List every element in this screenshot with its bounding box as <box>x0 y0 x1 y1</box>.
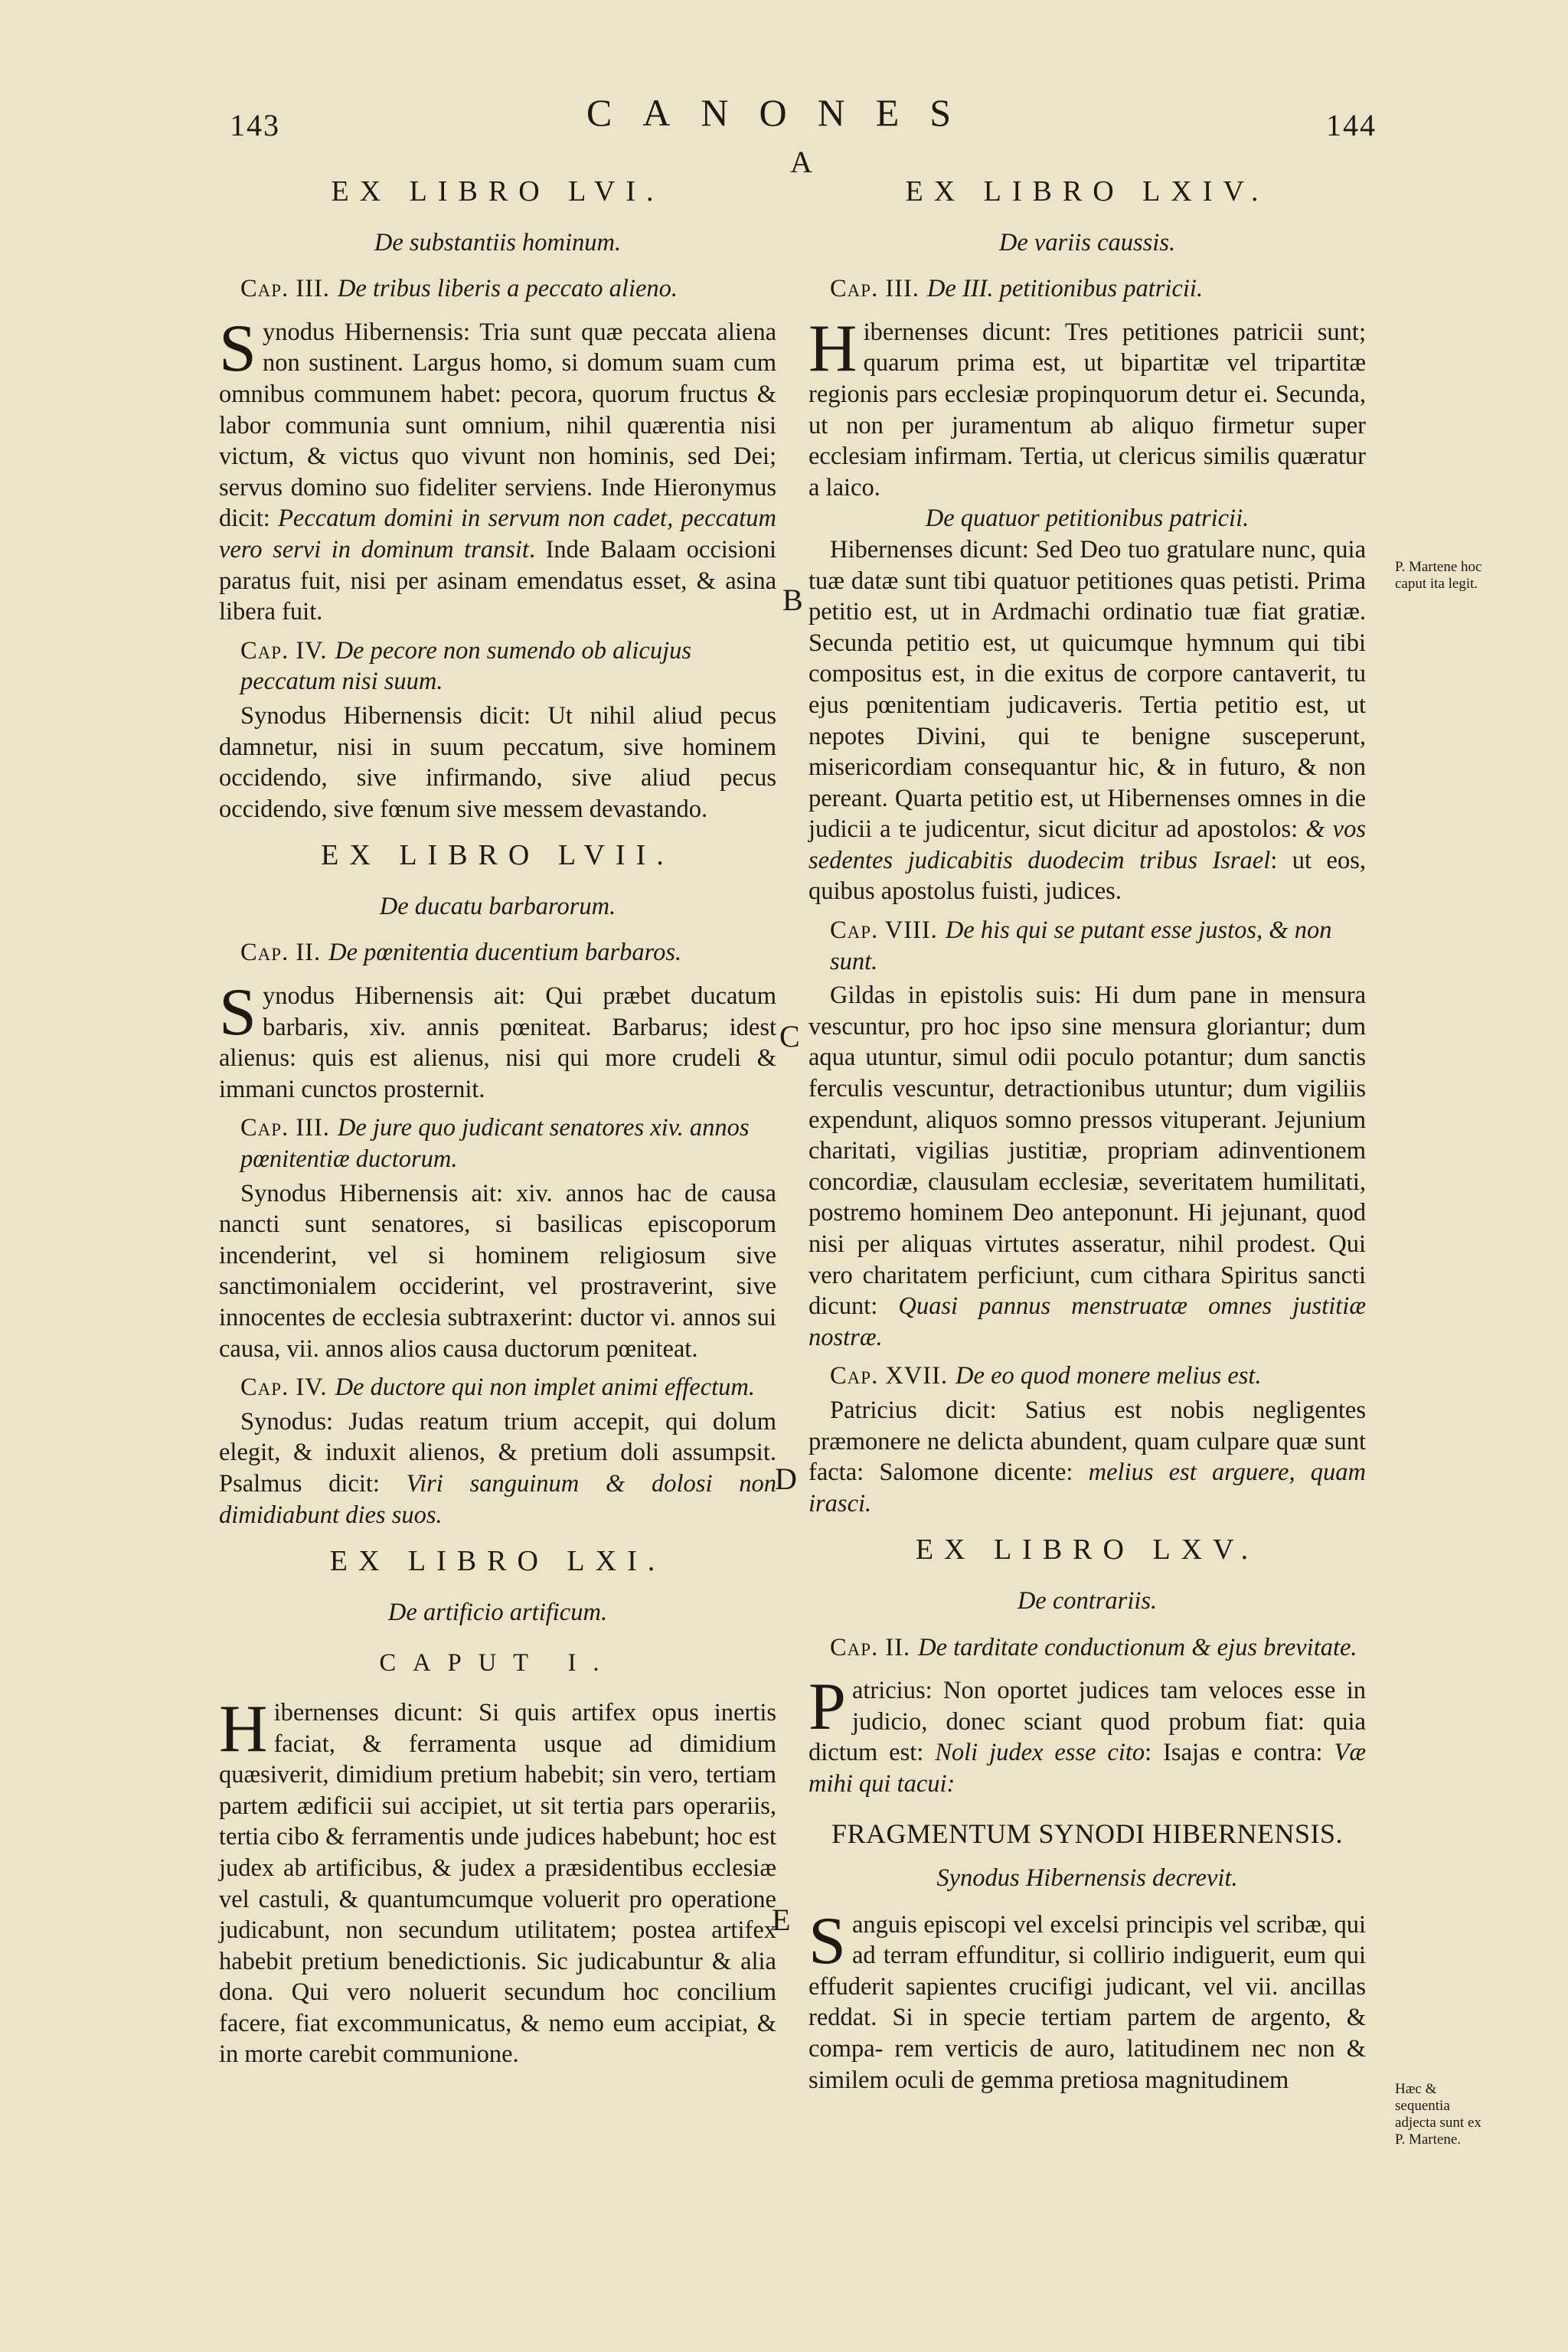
running-title: CANONES <box>586 91 982 134</box>
chapter-heading <box>808 1361 1366 1392</box>
paragraph: Patricius dicit: Satius est nobis negligentes præmonere ne delicta abundent, quam culpare quæ sunt facta: Salomone dicente: melius est arguere, quam irasci. <box>808 1396 1366 1517</box>
chapter-number: Cap. III. <box>830 275 920 303</box>
chapter-number: Cap. IV. <box>240 1374 328 1402</box>
chapter-title: De pecore non sumendo ob alicujus peccatum nisi suum. <box>240 636 692 696</box>
right-column <box>808 161 1366 2096</box>
chapter-title: De ductore qui non implet animi effectum. <box>335 1374 756 1402</box>
section-marker-a: A <box>790 145 812 179</box>
section-subtitle: De quatuor petitionibus patricii. <box>925 505 1250 533</box>
chapter-heading <box>219 1372 776 1403</box>
caput-heading: CAPUT I. <box>379 1649 616 1677</box>
chapter-title: De jure quo judicant senatores xiv. annos pœnitentiæ ductorum. <box>240 1114 750 1174</box>
book-subtitle: De variis caussis. <box>998 228 1176 256</box>
book-heading: EX LIBRO LVI. <box>331 175 665 207</box>
chapter-heading <box>219 937 776 969</box>
book-heading: EX LIBRO LXIV. <box>905 175 1269 207</box>
paragraph: Synodus: Judas reatum trium accepit, qui dolum elegit, & induxit alienos, & pretium doli assumpsit. Psalmus dicit: Viri sanguinum & dolosi non dimidiabunt dies suos. <box>219 1407 776 1529</box>
paragraph: Synodus Hibernensis ait: xiv. annos hac de causa nancti sunt senatores, si basilicas episcoporum incenderint, vel si hominem religiosum sive sanctimonialem occiderint, vel prostraverint, sive innocentes de ecclesia subtraxerint: ductor vi. annos sui causa, vii. annos alios causa ductorum pœniteat. <box>219 1179 776 1363</box>
chapter-title: De pœnitentia ducentium barbaros. <box>328 939 682 967</box>
chapter-heading <box>219 273 776 305</box>
paragraph: Hibernenses dicunt: Tres petitiones patricii sunt; quarum prima est, ut bipartitæ vel tripartitæ regionis pars ecclesiæ propinquorum detur ei. Secunda, ut non per juramentum ab aliquo firmetur super ecclesiam infirmam. Tertia, ut clericus similis quæratur a laico. <box>808 311 1366 501</box>
chapter-title: De eo quod monere melius est. <box>956 1362 1262 1390</box>
paragraph: Gildas in epistolis suis: Hi dum pane in mensura vescuntur, pro hoc ipso sine mensura gloriantur; dum aqua utuntur, simul odii poculo potantur; dum sanctis ferculis vescuntur, detractionibus utuntur; dum vigiliis expendunt, aliquos somno pressos vituperant. Jejunium charitati, vigilias justitiæ, propriam adinventionem concordiæ, clausulam ecclesiæ, severitatem humilitati, postremo hominem Deo anteponunt. Hi jejunant, quod nisi per aliquas virtutes asseratur, nihil prodest. Qui vero charitatem perficiunt, cum cithara Spiritus sancti dicunt: Quasi pannus menstruatæ omnes justitiæ nostræ. <box>808 982 1366 1351</box>
chapter-heading <box>219 635 776 697</box>
margin-note-martene: P. Martene hoc caput ita legit. <box>1395 559 1482 592</box>
section-marker-b: B <box>782 583 803 617</box>
paragraph: Synodus Hibernensis: Tria sunt quæ peccata aliena non sustinent. Largus homo, si domum suam cum omnibus communem habet: pecora, quorum fructus & labor communia sunt omnium, nihil quærentia nisi victum, & victus quo vivunt non hominis, sed Dei; servus domino suo fideliter serviens. Inde Hieronymus dicit: Peccatum domini in servum non cadet, peccatum vero servi in dominum transit. Inde Balaam occisioni paratus fuit, nisi per asinam emendatus esset, & asina libera fuit. <box>219 311 776 626</box>
fragment-subtitle: Synodus Hibernensis decrevit. <box>936 1864 1238 1893</box>
paragraph: Synodus Hibernensis dicit: Ut nihil aliud pecus damnetur, nisi in suum peccatum, sive hominem occidendo, sive infirmando, sive aliud pecus occidendo, sive fœnum sive messem devastando. <box>219 701 776 823</box>
chapter-number: Cap. IV. <box>240 636 328 665</box>
section-marker-e: E <box>772 1903 791 1937</box>
book-heading: EX LIBRO LVII. <box>321 839 675 872</box>
chapter-number: Cap. XVII. <box>830 1362 949 1390</box>
chapter-number: Cap. VIII. <box>830 916 938 945</box>
page-number-right: 144 <box>1326 108 1377 142</box>
chapter-heading <box>219 1112 776 1174</box>
page-number-left: 143 <box>230 108 280 142</box>
chapter-heading <box>808 1632 1366 1664</box>
book-subtitle: De substantiis hominum. <box>374 228 622 256</box>
paragraph: Synodus Hibernensis ait: Qui præbet ducatum barbaris, xiv. annis pœniteat. Barbarus; idest alienus: quis est alienus, nisi qui more crudeli & immani cunctos prosternit. <box>219 975 776 1103</box>
book-subtitle: De ducatu barbarorum. <box>379 892 616 920</box>
chapter-heading <box>808 273 1366 305</box>
chapter-number: Cap. III. <box>240 1114 330 1142</box>
margin-note-sequentia: Hæc & sequentia adjecta sunt ex P. Martene. <box>1395 2081 1481 2148</box>
chapter-heading <box>808 915 1366 977</box>
book-heading: EX LIBRO LXI. <box>329 1545 666 1578</box>
book-subtitle: De contrariis. <box>1017 1586 1158 1615</box>
chapter-number: Cap. II. <box>830 1633 911 1661</box>
chapter-number: Cap. II. <box>240 939 322 967</box>
chapter-title: De tribus liberis a peccato alieno. <box>337 275 678 303</box>
fragment-heading: FRAGMENTUM SYNODI HIBERNENSIS. <box>831 1818 1344 1849</box>
chapter-number: Cap. III. <box>240 275 330 303</box>
section-marker-c: C <box>779 1019 800 1054</box>
paragraph: Hibernenses dicunt: Si quis artifex opus inertis faciat, & ferramenta usque ad dimidium quæsiverit, dimidium pretium habebit; sin vero, tertiam partem ædificii sui accipiet, ut sit tertia pars operariis, tertia cibo & ferramentis unde judices habebunt; hoc est judex ab artificibus, & judex a præsidentibus ecclesiæ vel castuli, & quantumcumque voluerit pro operatione judicabunt, non secundum utilitatem; postea artifex habebit pretium benedictionis. Sic judicabuntur & alia dona. Qui vero noluerit secundum hoc concilium facere, fiat excommunicatus, & nemo eum accipiat, & in morte carebit communione. <box>219 1691 776 2069</box>
chapter-title: De his qui se putant esse justos, & non sunt. <box>830 916 1332 975</box>
paragraph: Sanguis episcopi vel excelsi principis vel scribæ, qui ad terram effunditur, si collirio indiguerit, eum qui effuderit sapientes crucifigi judicant, vel vii. ancillas reddat. Si in specie tertiam partem de argento, & compa- rem verticis de auro, latitudinem nec non & similem oculi de gemma pretiosa magnitudinem <box>808 1903 1366 2094</box>
section-marker-d: D <box>775 1462 797 1496</box>
chapter-title: De tarditate conductionum & ejus brevitate. <box>918 1633 1357 1661</box>
paragraph: Hibernenses dicunt: Sed Deo tuo gratulare nunc, quia tuæ datæ sunt tibi quatuor petitiones quas petisti. Prima petitio est, ut in Ardmachi ordinatio tuæ fiat gratiæ. Secunda petitio est, ut quicumque hymnum qui tibi compositus est, in die exitus de corpore cantaverit, tu ejus pœnitentiam judicaveris. Tertia petitio est, ut nepotes Divini, qui te benigne susceperunt, misericordiam consequantur hic, & in futuro, & non pereant. Quarta petitio est, ut Hibernenses omnes in die judicii a te judicentur, sicut dicitur ad apostolos: & vos sedentes judicabitis duodecim tribus Israel: ut eos, quibus apostolus fuisti, judices. <box>808 535 1366 906</box>
book-subtitle: De artificio artificum. <box>387 1598 608 1626</box>
paragraph: Patricius: Non oportet judices tam veloces esse in judicio, donec sciant quod probum fiat: quia dictum est: Noli judex esse cito: Isajas e contra: Væ mihi qui tacui: <box>808 1670 1366 1798</box>
chapter-title: De III. petitionibus patricii. <box>926 275 1204 303</box>
book-heading: EX LIBRO LXV. <box>915 1534 1259 1566</box>
left-column <box>219 161 776 2070</box>
